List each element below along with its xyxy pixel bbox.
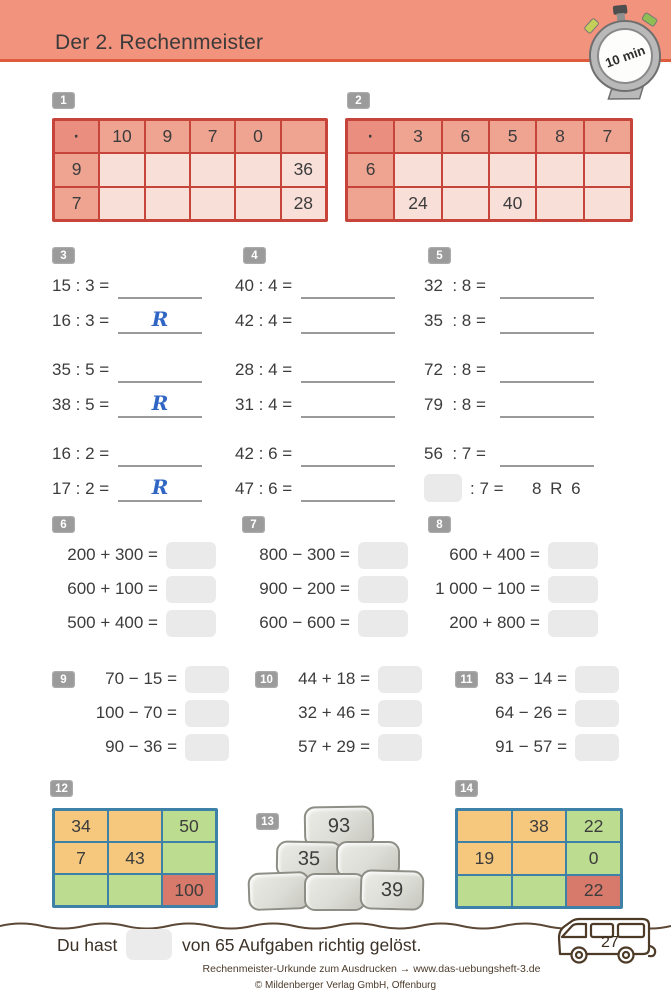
answer-box[interactable] xyxy=(185,666,229,693)
table1-answer-cell[interactable] xyxy=(99,187,144,220)
answer-line[interactable] xyxy=(500,306,594,334)
equation: 90 − 36 = xyxy=(105,737,177,756)
equation: 200 + 300 = xyxy=(67,545,158,564)
copyright-line: © Mildenberger Verlag GmbH, Offenburg xyxy=(254,980,437,991)
table1-row-factor: 7 xyxy=(54,187,99,220)
answer-line[interactable] xyxy=(500,355,594,383)
equation-row xyxy=(424,572,598,606)
equation: 57 + 29 = xyxy=(298,737,370,756)
division-row xyxy=(52,348,202,383)
task-badge-12: 12 xyxy=(50,780,73,797)
addsub-column-6 xyxy=(52,538,216,640)
task-badge-9: 9 xyxy=(52,671,75,688)
division-expression: 28 : 4 = xyxy=(235,360,293,379)
score-box[interactable] xyxy=(126,929,172,960)
task-badge-3: 3 xyxy=(52,247,75,264)
equation-row xyxy=(242,606,408,640)
answer-line[interactable] xyxy=(118,306,202,334)
table2-answer-cell[interactable] xyxy=(489,153,536,186)
stopwatch-timer-icon xyxy=(580,4,670,102)
answer-line[interactable] xyxy=(500,439,594,467)
equation: 600 − 600 = xyxy=(259,613,350,632)
answer-box[interactable] xyxy=(185,700,229,727)
table2-given-cell: 40 xyxy=(489,187,536,220)
table2-answer-cell[interactable] xyxy=(442,187,489,220)
answer-box[interactable] xyxy=(575,700,619,727)
division-row xyxy=(235,264,395,299)
answer-line[interactable] xyxy=(301,390,395,418)
grid-answer-cell[interactable] xyxy=(108,874,162,906)
answer-box[interactable] xyxy=(575,734,619,761)
equation-row xyxy=(84,730,229,764)
answer-box[interactable] xyxy=(166,610,216,637)
grid-given-cell: 50 xyxy=(162,810,216,842)
answer-box[interactable] xyxy=(358,542,408,569)
division-expression: 79 : 8 = xyxy=(424,395,486,414)
remainder-mark: R xyxy=(151,391,169,415)
division-expression: 72 : 8 = xyxy=(424,360,486,379)
equation: 1 000 − 100 = xyxy=(435,579,540,598)
grid-given-cell: 100 xyxy=(162,874,216,906)
grid-given-cell: 22 xyxy=(566,810,621,842)
stone-given: 35 xyxy=(276,840,343,878)
division-expression: 47 : 6 = xyxy=(235,479,293,498)
table2-answer-cell[interactable] xyxy=(584,153,631,186)
division-row xyxy=(235,383,395,418)
answer-box[interactable] xyxy=(575,666,619,693)
answer-box[interactable] xyxy=(358,610,408,637)
equation-row xyxy=(278,696,422,730)
addsub-column-11 xyxy=(487,662,619,764)
answer-line[interactable] xyxy=(301,474,395,502)
division-row xyxy=(424,299,594,334)
division-expression: 35 : 5 = xyxy=(52,360,110,379)
equation: 44 + 18 = xyxy=(298,669,370,688)
table2-row-factor-blank[interactable] xyxy=(347,187,394,220)
table1-answer-cell[interactable] xyxy=(99,153,144,186)
equation: 32 + 46 = xyxy=(298,703,370,722)
grid-answer-cell[interactable] xyxy=(457,875,512,907)
division-expression: 16 : 3 = xyxy=(52,311,110,330)
answer-line[interactable] xyxy=(118,439,202,467)
division-special-row xyxy=(424,467,594,502)
answer-line[interactable] xyxy=(118,474,202,502)
color-grid-12 xyxy=(52,808,218,908)
grid-given-cell: 19 xyxy=(457,842,512,874)
equation: 800 − 300 = xyxy=(259,545,350,564)
division-expression: 42 : 4 = xyxy=(235,311,293,330)
division-row xyxy=(235,432,395,467)
table1-answer-cell[interactable] xyxy=(145,187,190,220)
remainder-mark: R xyxy=(151,307,169,331)
given-answer: 8 R 6 xyxy=(532,479,583,498)
table2-header-cell: 3 xyxy=(394,120,441,153)
table1-header-cell: 0 xyxy=(235,120,280,153)
answer-box[interactable] xyxy=(378,700,422,727)
division-column-3 xyxy=(52,264,202,502)
division-row xyxy=(424,264,594,299)
answer-box[interactable] xyxy=(358,576,408,603)
equation: 500 + 400 = xyxy=(67,613,158,632)
table1-answer-cell[interactable] xyxy=(235,153,280,186)
task-badge-8: 8 xyxy=(428,516,451,533)
equation-row xyxy=(242,572,408,606)
answer-box[interactable] xyxy=(185,734,229,761)
answer-box[interactable] xyxy=(166,542,216,569)
addsub-column-7 xyxy=(242,538,408,640)
division-row xyxy=(424,432,594,467)
equation-row xyxy=(52,538,216,572)
table1-operator-cell: · xyxy=(54,120,99,153)
task-badge-5: 5 xyxy=(428,247,451,264)
equation: 600 + 100 = xyxy=(67,579,158,598)
answer-line[interactable] xyxy=(301,355,395,383)
division-expression: : 7 = xyxy=(470,479,504,498)
answer-box[interactable] xyxy=(548,610,598,637)
addsub-column-8 xyxy=(424,538,598,640)
remainder-mark: R xyxy=(151,475,169,499)
table2-header-cell: 6 xyxy=(442,120,489,153)
page-number: 27 xyxy=(601,934,619,951)
multiplication-table-2 xyxy=(345,118,633,222)
grid-given-cell: 0 xyxy=(566,842,621,874)
table2-answer-cell[interactable] xyxy=(584,187,631,220)
certificate-link-line[interactable]: Rechenmeister-Urkunde zum Ausdrucken → www.das-uebungsheft-3.de xyxy=(202,963,541,975)
table2-answer-cell[interactable] xyxy=(536,153,583,186)
answer-line[interactable] xyxy=(500,271,594,299)
answer-line[interactable] xyxy=(301,271,395,299)
stone-given: 93 xyxy=(304,805,375,847)
equation-row xyxy=(84,662,229,696)
table1-row-factor: 9 xyxy=(54,153,99,186)
answer-line[interactable] xyxy=(301,439,395,467)
table2-header-cell: 8 xyxy=(536,120,583,153)
division-row xyxy=(235,348,395,383)
addsub-column-10 xyxy=(278,662,422,764)
equation: 100 − 70 = xyxy=(95,703,177,722)
division-row xyxy=(424,383,594,418)
answer-box[interactable] xyxy=(548,542,598,569)
timer-label: 10 min xyxy=(603,42,648,71)
answer-line[interactable] xyxy=(118,355,202,383)
division-row xyxy=(235,467,395,502)
multiplication-table-1 xyxy=(52,118,328,222)
equation: 600 + 400 = xyxy=(449,545,540,564)
grid-answer-cell[interactable] xyxy=(162,842,216,874)
division-expression: 31 : 4 = xyxy=(235,395,293,414)
stone-answer[interactable] xyxy=(247,871,310,911)
answer-box[interactable] xyxy=(548,576,598,603)
equation-row xyxy=(424,538,598,572)
table2-given-cell: 24 xyxy=(394,187,441,220)
grid-given-cell: 7 xyxy=(54,842,108,874)
equation-row xyxy=(487,696,619,730)
equation-row xyxy=(84,696,229,730)
division-row xyxy=(52,383,202,418)
table1-answer-cell[interactable] xyxy=(190,153,235,186)
equation-row xyxy=(487,730,619,764)
addsub-column-9 xyxy=(84,662,229,764)
score-text-after: von 65 Aufgaben richtig gelöst. xyxy=(182,935,422,955)
grid-answer-cell[interactable] xyxy=(54,874,108,906)
equation: 70 − 15 = xyxy=(105,669,177,688)
task-badge-1: 1 xyxy=(52,92,75,109)
table1-answer-cell[interactable] xyxy=(145,153,190,186)
division-expression: 40 : 4 = xyxy=(235,276,293,295)
equation: 83 − 14 = xyxy=(495,669,567,688)
page-title: Der 2. Rechenmeister xyxy=(55,31,264,54)
division-expression: 15 : 3 = xyxy=(52,276,110,295)
grid-answer-cell[interactable] xyxy=(108,810,162,842)
division-expression: 42 : 6 = xyxy=(235,444,293,463)
answer-box[interactable] xyxy=(378,666,422,693)
stone-given: 39 xyxy=(359,869,424,911)
grid-given-cell: 22 xyxy=(566,875,621,907)
division-expression: 56 : 7 = xyxy=(424,444,486,463)
color-grid-14 xyxy=(455,808,623,909)
equation: 64 − 26 = xyxy=(495,703,567,722)
equation-row xyxy=(424,606,598,640)
table2-header-cell: 7 xyxy=(584,120,631,153)
grid-given-cell: 38 xyxy=(512,810,567,842)
grid-given-cell: 34 xyxy=(54,810,108,842)
task-badge-13: 13 xyxy=(256,813,279,830)
equation-row xyxy=(278,662,422,696)
grid-answer-cell[interactable] xyxy=(457,810,512,842)
division-row xyxy=(235,299,395,334)
division-column-4 xyxy=(235,264,395,502)
grid-answer-cell[interactable] xyxy=(512,842,567,874)
equation-row xyxy=(52,572,216,606)
answer-box[interactable] xyxy=(166,576,216,603)
division-row xyxy=(424,348,594,383)
answer-line[interactable] xyxy=(118,390,202,418)
equation-row xyxy=(487,662,619,696)
task-badge-2: 2 xyxy=(347,92,370,109)
table2-answer-cell[interactable] xyxy=(536,187,583,220)
answer-box[interactable] xyxy=(378,734,422,761)
equation-row xyxy=(52,606,216,640)
task-badge-10: 10 xyxy=(255,671,278,688)
score-text-before: Du hast xyxy=(57,935,118,955)
division-column-5 xyxy=(424,264,594,502)
table1-header-cell: 9 xyxy=(145,120,190,153)
task-badge-4: 4 xyxy=(243,247,266,264)
equation-row xyxy=(242,538,408,572)
equation-row xyxy=(278,730,422,764)
grid-answer-cell[interactable] xyxy=(512,875,567,907)
answer-line[interactable] xyxy=(301,306,395,334)
equation: 200 + 800 = xyxy=(449,613,540,632)
table1-header-cell: 10 xyxy=(99,120,144,153)
answer-line[interactable] xyxy=(500,390,594,418)
table1-header-blank-cell[interactable] xyxy=(281,120,326,153)
grid-given-cell: 43 xyxy=(108,842,162,874)
division-row xyxy=(52,264,202,299)
division-expression: 35 : 8 = xyxy=(424,311,486,330)
task-badge-14: 14 xyxy=(455,780,478,797)
answer-line[interactable] xyxy=(118,271,202,299)
table1-given-cell: 36 xyxy=(281,153,326,186)
table1-answer-cell[interactable] xyxy=(190,187,235,220)
dividend-answer-box[interactable] xyxy=(424,474,462,502)
task-badge-11: 11 xyxy=(455,671,478,688)
stone-answer[interactable] xyxy=(304,873,366,911)
task-badge-6: 6 xyxy=(52,516,75,533)
division-expression: 17 : 2 = xyxy=(52,479,110,498)
table1-header-cell: 7 xyxy=(190,120,235,153)
division-expression: 32 : 8 = xyxy=(424,276,486,295)
equation: 91 − 57 = xyxy=(495,737,567,756)
table2-operator-cell: · xyxy=(347,120,394,153)
task-badge-7: 7 xyxy=(242,516,265,533)
table1-given-cell: 28 xyxy=(281,187,326,220)
table2-answer-cell[interactable] xyxy=(442,153,489,186)
division-row xyxy=(52,432,202,467)
division-row xyxy=(52,467,202,502)
division-row xyxy=(52,299,202,334)
division-expression: 38 : 5 = xyxy=(52,395,110,414)
table2-row-factor: 6 xyxy=(347,153,394,186)
table2-header-cell: 5 xyxy=(489,120,536,153)
table2-answer-cell[interactable] xyxy=(394,153,441,186)
division-expression: 16 : 2 = xyxy=(52,444,110,463)
table1-answer-cell[interactable] xyxy=(235,187,280,220)
equation: 900 − 200 = xyxy=(259,579,350,598)
